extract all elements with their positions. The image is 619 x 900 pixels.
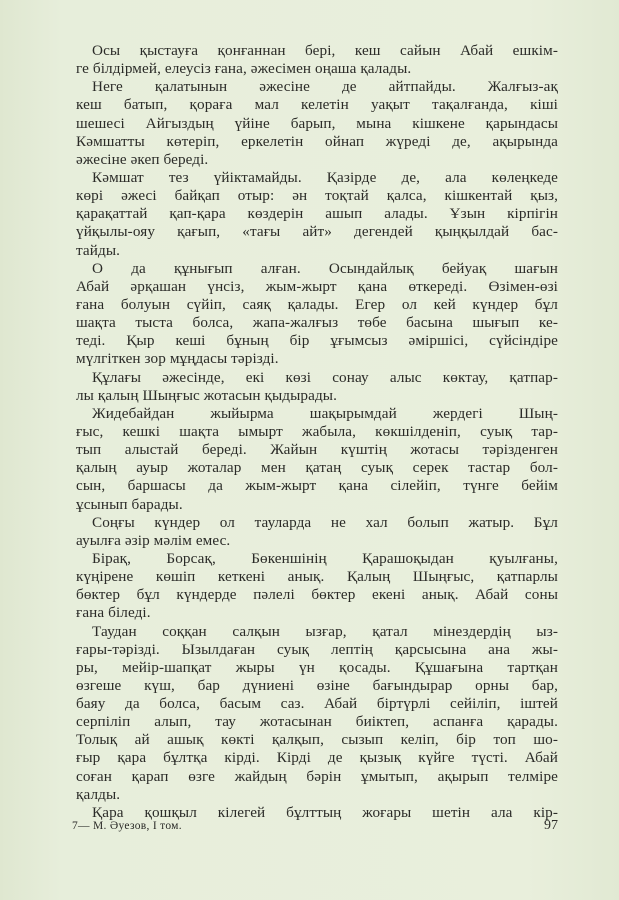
text-line: ры, мейір-шапқат жыры үн қосады. Құшағына тартқан — [76, 658, 558, 676]
text-line: Бірақ, Борсақ, Бөкеншінің Қарашоқыдан қуылғаны, — [92, 549, 558, 567]
paragraph — [76, 514, 558, 550]
text-line: Абай әрқашан үнсіз, жым-жырт қана өткереді. Өзімен-өзі — [76, 277, 558, 295]
paragraph — [76, 169, 558, 260]
paragraph — [76, 405, 558, 514]
text-line: шақта тыста болса, жапа-жалғыз төбе басына шығып ке- — [76, 314, 558, 332]
text-line: Жидебайдан жыйырма шақырымдай жердегі Шың- — [92, 404, 558, 422]
text-line: тайды. — [76, 241, 121, 259]
text-line: мүлгіткен зор мұңдасы тәрізді. — [76, 350, 279, 368]
paragraph — [76, 42, 558, 78]
text-line: бөктер бұл күндерде пәлелі бөктер екені анық. Абай соны — [76, 586, 558, 604]
text-line: Таудан соққан салқын ызғар, қатал мінездердің ыз- — [92, 622, 558, 640]
text-line: О да құнығып алған. Осындайлық бейуақ шағын — [92, 259, 558, 277]
text-line: соған қарап өзге жайдың бәрін ұмытып, ақырып телміре — [76, 767, 558, 785]
text-line: лы қалың Шыңғыс жотасын қыдырады. — [76, 386, 337, 404]
paragraph — [76, 78, 558, 169]
text-line: сын, баршасы да жым-жырт қана сілейіп, түнге бейім — [76, 477, 558, 495]
text-line: ғана болуын сүйіп, саяқ қалады. Егер ол кей күндер бұл — [76, 295, 558, 313]
paragraph — [76, 369, 558, 405]
text-line: теді. Қыр кеші бұның бір ұғымсыз әміршісі, сүйсіндіре — [76, 332, 558, 350]
text-line: өзгеше күш, бар дүниені өзіне бағындырар орны бар, — [76, 676, 558, 694]
text-line: қалды. — [76, 785, 121, 803]
text-line: серпіліп алып, тау жотасынан биіктеп, аспанға қарады. — [76, 713, 558, 731]
paragraph — [76, 623, 558, 804]
text-line: ғана біледі. — [76, 604, 151, 622]
text-line: ғары-тәрізді. Ызылдаған суық лептің қарсысына ана жы- — [76, 640, 558, 658]
text-line: Қара қошқыл кілегей бұлттың жоғары шетін ала кір- — [92, 803, 558, 821]
text-line: Толық ай ашық көкті қалқып, сызып келіп, бір топ шо- — [76, 731, 558, 749]
text-line: тып алыстай береді. Жайын күштің жотасы тәрізденген — [76, 441, 558, 459]
text-line: шешесі Айгыздың үйіне барып, мына кішкене қарындасы — [76, 114, 558, 132]
text-line: ұсынып барады. — [76, 495, 183, 513]
page-footer — [72, 818, 558, 838]
text-line: қалың ауыр жоталар мен қатаң суық серек тастар бол- — [76, 459, 558, 477]
paragraph — [76, 550, 558, 623]
page-number: 97 — [544, 818, 558, 833]
text-line: ғыр қара бұлтқа кірді. Кірді де қызық күйге түсті. Абай — [76, 749, 558, 767]
text-line: көрі әжесі байқап отыр: ән тоқтай қалса, кішкентай қыз, — [76, 187, 558, 205]
text-line: Неге қалатынын әжесіне де айтпайды. Жалғыз-ақ — [92, 78, 558, 96]
text-line: күңірене көшіп кеткені анық. Қалың Шыңғыс, қатпарлы — [76, 568, 558, 586]
text-line: ауылға әзір мәлім емес. — [76, 531, 231, 549]
paragraph — [76, 260, 558, 369]
text-line: Кәмшатты көтеріп, еркелетін ойнап жүреді де, ақырында — [76, 132, 558, 150]
text-line: әжесіне әкеп береді. — [76, 150, 209, 168]
text-line: қарақаттай қап-қара көздерін ашып алады. Ұзын кірпігін — [76, 205, 558, 223]
text-line: Соңғы күндер ол тауларда не хал болып жатыр. Бұл — [92, 513, 558, 531]
text-line: ғыс, кешкі шақта ымырт жабыла, көкшілденіп, суық тар- — [76, 422, 558, 440]
text-line: Кәмшат тез үйіктамайды. Қазірде де, ала көлеңкеде — [92, 168, 558, 186]
text-line: Осы қыстауға қонғаннан бері, кеш сайын Абай ешкім- — [92, 42, 558, 59]
text-line: кеш батып, қораға мал келетін уақыт тақалғанда, кіші — [76, 96, 558, 114]
text-line: үйқылы-ояу қағып, «тағы айт» дегендей қыңқылдай бас- — [76, 223, 558, 241]
printer-signature: 7— М. Әуезов, I том. — [72, 820, 182, 832]
body-text — [76, 42, 558, 822]
text-line: ге білдірмей, елеусіз ғана, әжесімен оңаша қалады. — [76, 60, 412, 78]
text-line: баяу да болса, басым саз. Абай біртүрлі сейіліп, іштей — [76, 695, 558, 713]
text-line: Құлағы әжесінде, екі көзі сонау алыс көктау, қатпар- — [92, 368, 558, 386]
